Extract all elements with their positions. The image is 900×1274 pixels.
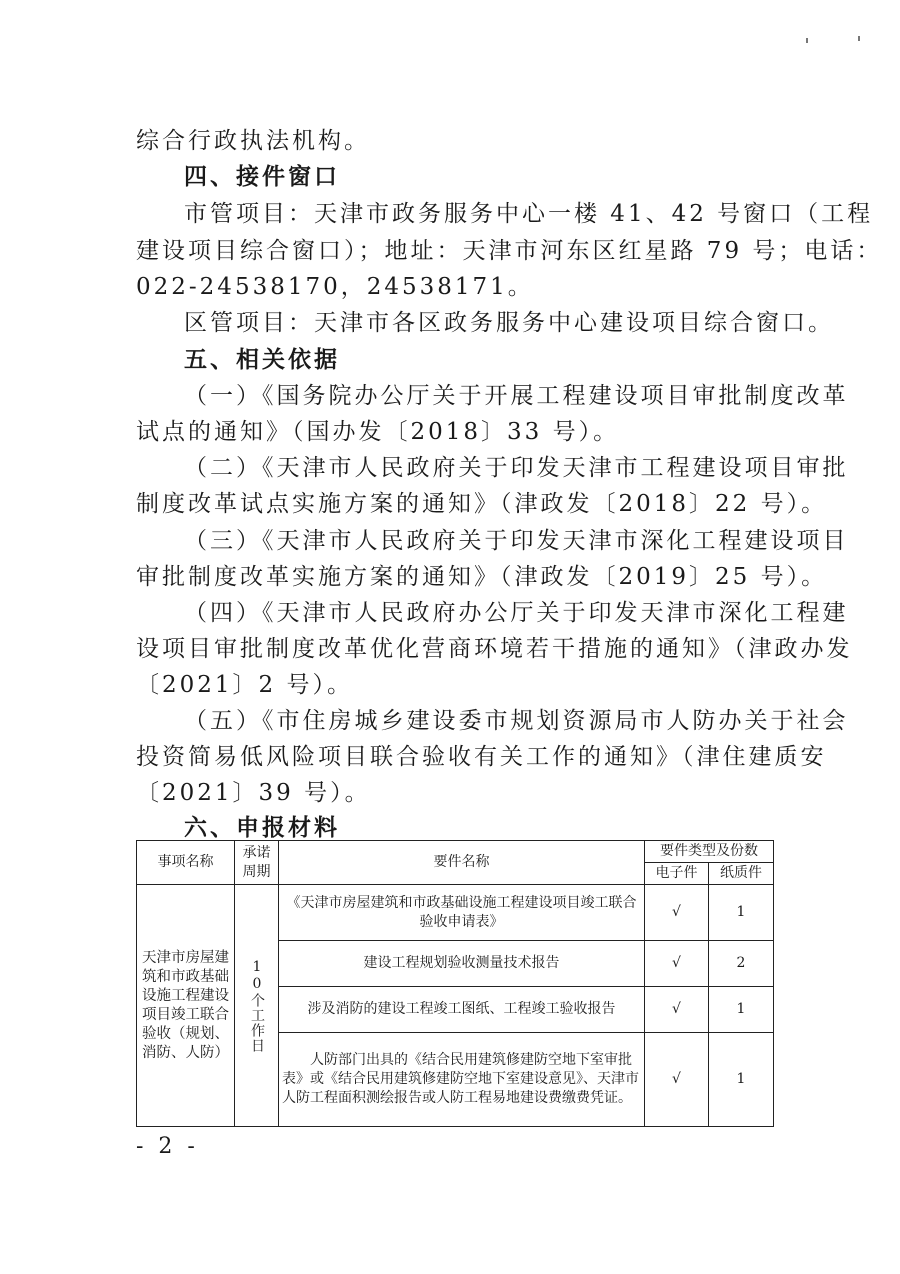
- table-row: [137, 885, 774, 941]
- electronic-cell: √: [645, 885, 709, 941]
- paper-cell: 1: [709, 987, 774, 1033]
- section-heading-basis: 五、相关依据: [184, 347, 340, 373]
- item-name-cell: 天津市房屋建筑和市政基础设施工程建设项目竣工联合验收（规划、消防、人防）: [137, 885, 235, 1127]
- electronic-cell: √: [645, 941, 709, 987]
- materials-table: [136, 840, 774, 1127]
- electronic-cell: √: [645, 1033, 709, 1127]
- doc-name-cell: 建设工程规划验收测量技术报告: [279, 941, 645, 987]
- header-period: 承诺周期: [235, 841, 279, 885]
- scan-speck: [858, 36, 860, 41]
- header-item-name: 事项名称: [137, 841, 235, 885]
- body-text-line: 〔2021〕2 号）。: [136, 672, 353, 698]
- body-text-line: （二）《天津市人民政府关于印发天津市工程建设项目审批: [184, 455, 849, 481]
- period-text: 10个工作日: [249, 958, 265, 1053]
- table-header-row: [137, 841, 774, 863]
- body-text-line: 试点的通知》（国办发〔2018〕33 号）。: [136, 419, 620, 445]
- body-text-line: 投资简易低风险项目联合验收有关工作的通知》（津住建质安: [136, 744, 827, 770]
- period-cell: [235, 885, 279, 1127]
- header-electronic: 电子件: [645, 863, 709, 885]
- body-text-line: 022-24538170，24538171。: [136, 274, 534, 300]
- page-number: - 2 -: [136, 1134, 199, 1159]
- body-text-line: （四）《天津市人民政府办公厅关于印发天津市深化工程建: [184, 600, 849, 626]
- paper-cell: 1: [709, 885, 774, 941]
- doc-name-cell: 人防部门出具的《结合民用建筑修建防空地下室审批表》或《结合民用建筑修建防空地下室建设意见》、天津市人防工程面积测绘报告或人防工程易地建设费缴费凭证。: [279, 1033, 645, 1127]
- doc-name-cell: 涉及消防的建设工程竣工图纸、工程竣工验收报告: [279, 987, 645, 1033]
- electronic-cell: √: [645, 987, 709, 1033]
- body-text-line: 建设项目综合窗口）；地址：天津市河东区红星路 79 号；电话：: [136, 238, 883, 264]
- body-text-line: 制度改革试点实施方案的通知》（津政发〔2018〕22 号）。: [136, 491, 828, 517]
- section-heading-window: 四、接件窗口: [184, 164, 340, 190]
- body-text-line: 区管项目：天津市各区政务服务中心建设项目综合窗口。: [184, 310, 834, 336]
- header-paper: 纸质件: [709, 863, 774, 885]
- body-text-line: （五）《市住房城乡建设委市规划资源局市人防办关于社会: [184, 708, 849, 734]
- body-text-line: 〔2021〕39 号）。: [136, 780, 371, 806]
- body-text-line: （三）《天津市人民政府关于印发天津市深化工程建设项目: [184, 528, 849, 554]
- body-text-line: 审批制度改革实施方案的通知》（津政发〔2019〕25 号）。: [136, 564, 828, 590]
- header-type-count: 要件类型及份数: [645, 841, 774, 863]
- materials-table-wrapper: [136, 840, 773, 1127]
- section-heading-materials: 六、申报材料: [184, 815, 340, 841]
- doc-name-cell: 《天津市房屋建筑和市政基础设施工程建设项目竣工联合验收申请表》: [279, 885, 645, 941]
- body-text-line: （一）《国务院办公厅关于开展工程建设项目审批制度改革: [184, 383, 849, 409]
- scan-speck: [806, 38, 808, 43]
- body-text-line: 设项目审批制度改革优化营商环境若干措施的通知》（津政办发: [136, 636, 853, 662]
- body-text-line: 市管项目：天津市政务服务中心一楼 41、42 号窗口（工程: [184, 201, 874, 227]
- paper-cell: 2: [709, 941, 774, 987]
- paper-cell: 1: [709, 1033, 774, 1127]
- body-text-line: 综合行政执法机构。: [136, 128, 370, 154]
- header-doc-name: 要件名称: [279, 841, 645, 885]
